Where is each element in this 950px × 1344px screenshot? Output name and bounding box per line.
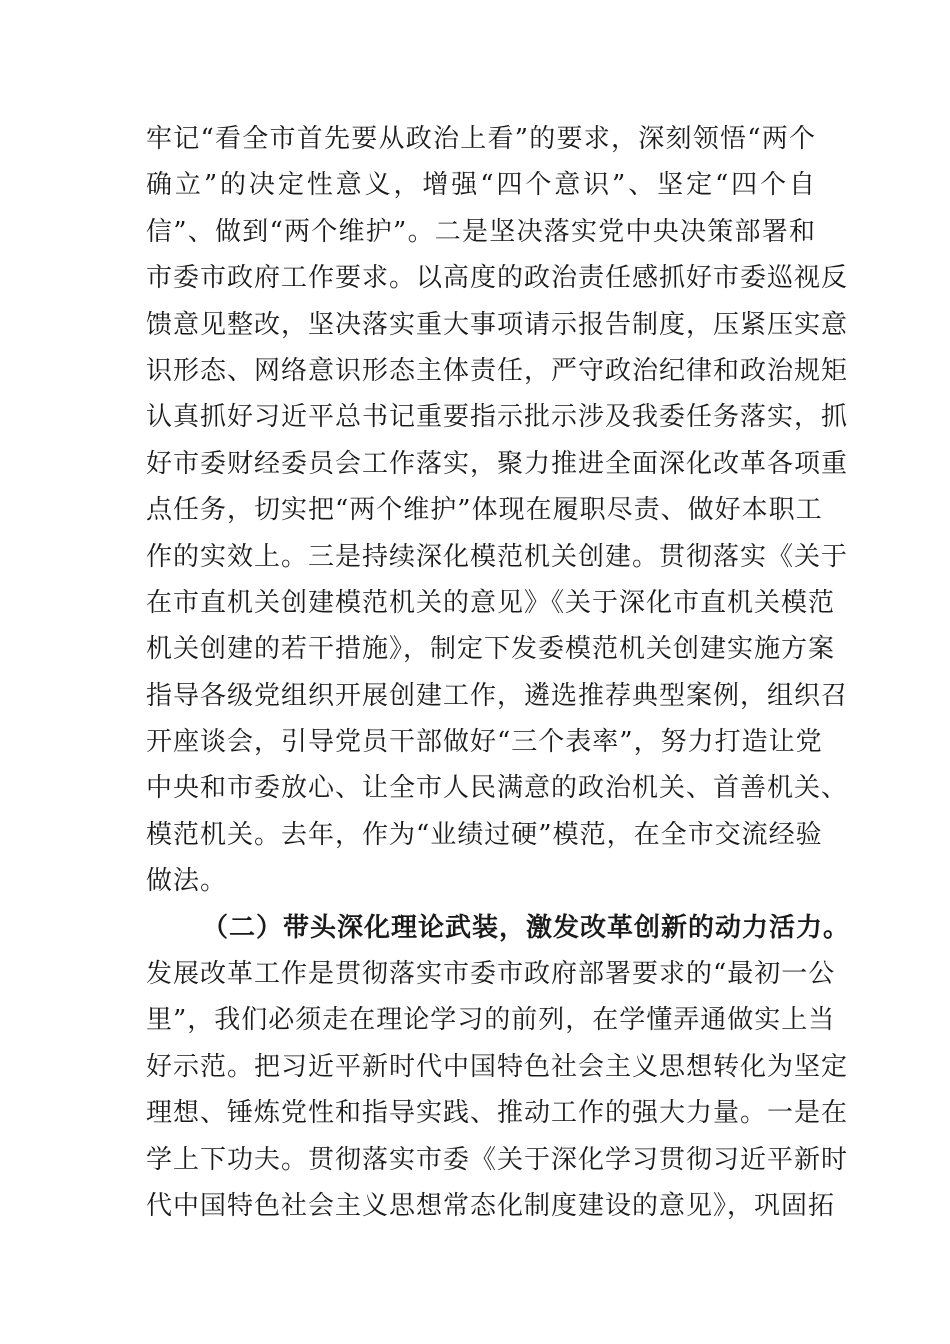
- text-line: 在市直机关创建模范机关的意见》《关于深化市直机关模范: [146, 587, 836, 618]
- text-line: 作的实效上。三是持续深化模范机关创建。贯彻落实《关于: [146, 541, 849, 572]
- text-line: 中央和市委放心、让全市人民满意的政治机关、首善机关、: [146, 773, 849, 804]
- text-line: 机关创建的若干措施》，制定下发委模范机关创建实施方案: [146, 634, 836, 665]
- text-line: 牢记“看全市首先要从政治上看”的要求，深刻领悟“两个: [146, 124, 816, 154]
- text-line: 点任务，切实把“两个维护”体现在履职尽责、做好本职工: [146, 495, 823, 526]
- text-line: 发展改革工作是贯彻落实市委市政府部署要求的“最初一公: [146, 959, 836, 990]
- text-line: 里”，我们必须走在理论学习的前列，在学懂弄通做实上当: [146, 1005, 836, 1036]
- text-line: 指导各级党组织开展创建工作，遴选推荐典型案例，组织召: [146, 680, 849, 711]
- text-line: 好市委财经委员会工作落实，聚力推进全面深化改革各项重: [146, 448, 849, 479]
- text-line: 识形态、网络意识形态主体责任，严守政治纪律和政治规矩: [146, 355, 849, 386]
- section-heading: （二）带头深化理论武装，激发改革创新的动力活力。: [202, 912, 851, 943]
- body-text: [146, 116, 851, 1229]
- text-line: 做法。: [146, 866, 228, 897]
- text-line: 市委市政府工作要求。以高度的政治责任感抓好市委巡视反: [146, 263, 849, 294]
- text-line: 开座谈会，引导党员干部做好“三个表率”，努力打造让党: [146, 727, 823, 758]
- text-line: 理想、锤炼党性和指导实践、推动工作的强大力量。一是在: [146, 1098, 849, 1129]
- text-line: 认真抓好习近平总书记重要指示批示涉及我委任务落实，抓: [146, 402, 849, 433]
- text-line: 学上下功夫。贯彻落实市委《关于深化学习贯彻习近平新时: [146, 1144, 849, 1175]
- text-line: 好示范。把习近平新时代中国特色社会主义思想转化为坚定: [146, 1051, 849, 1082]
- text-line: 信”、做到“两个维护”。二是坚决落实党中央决策部署和: [146, 216, 816, 247]
- text-line: 代中国特色社会主义思想常态化制度建设的意见》，巩固拓: [146, 1190, 836, 1221]
- text-line: 确立”的决定性意义，增强“四个意识”、坚定“四个自: [146, 170, 816, 201]
- text-line: 模范机关。去年，作为“业绩过硬”模范，在全市交流经验: [146, 819, 823, 850]
- text-line: 馈意见整改，坚决落实重大事项请示报告制度，压紧压实意: [146, 309, 849, 340]
